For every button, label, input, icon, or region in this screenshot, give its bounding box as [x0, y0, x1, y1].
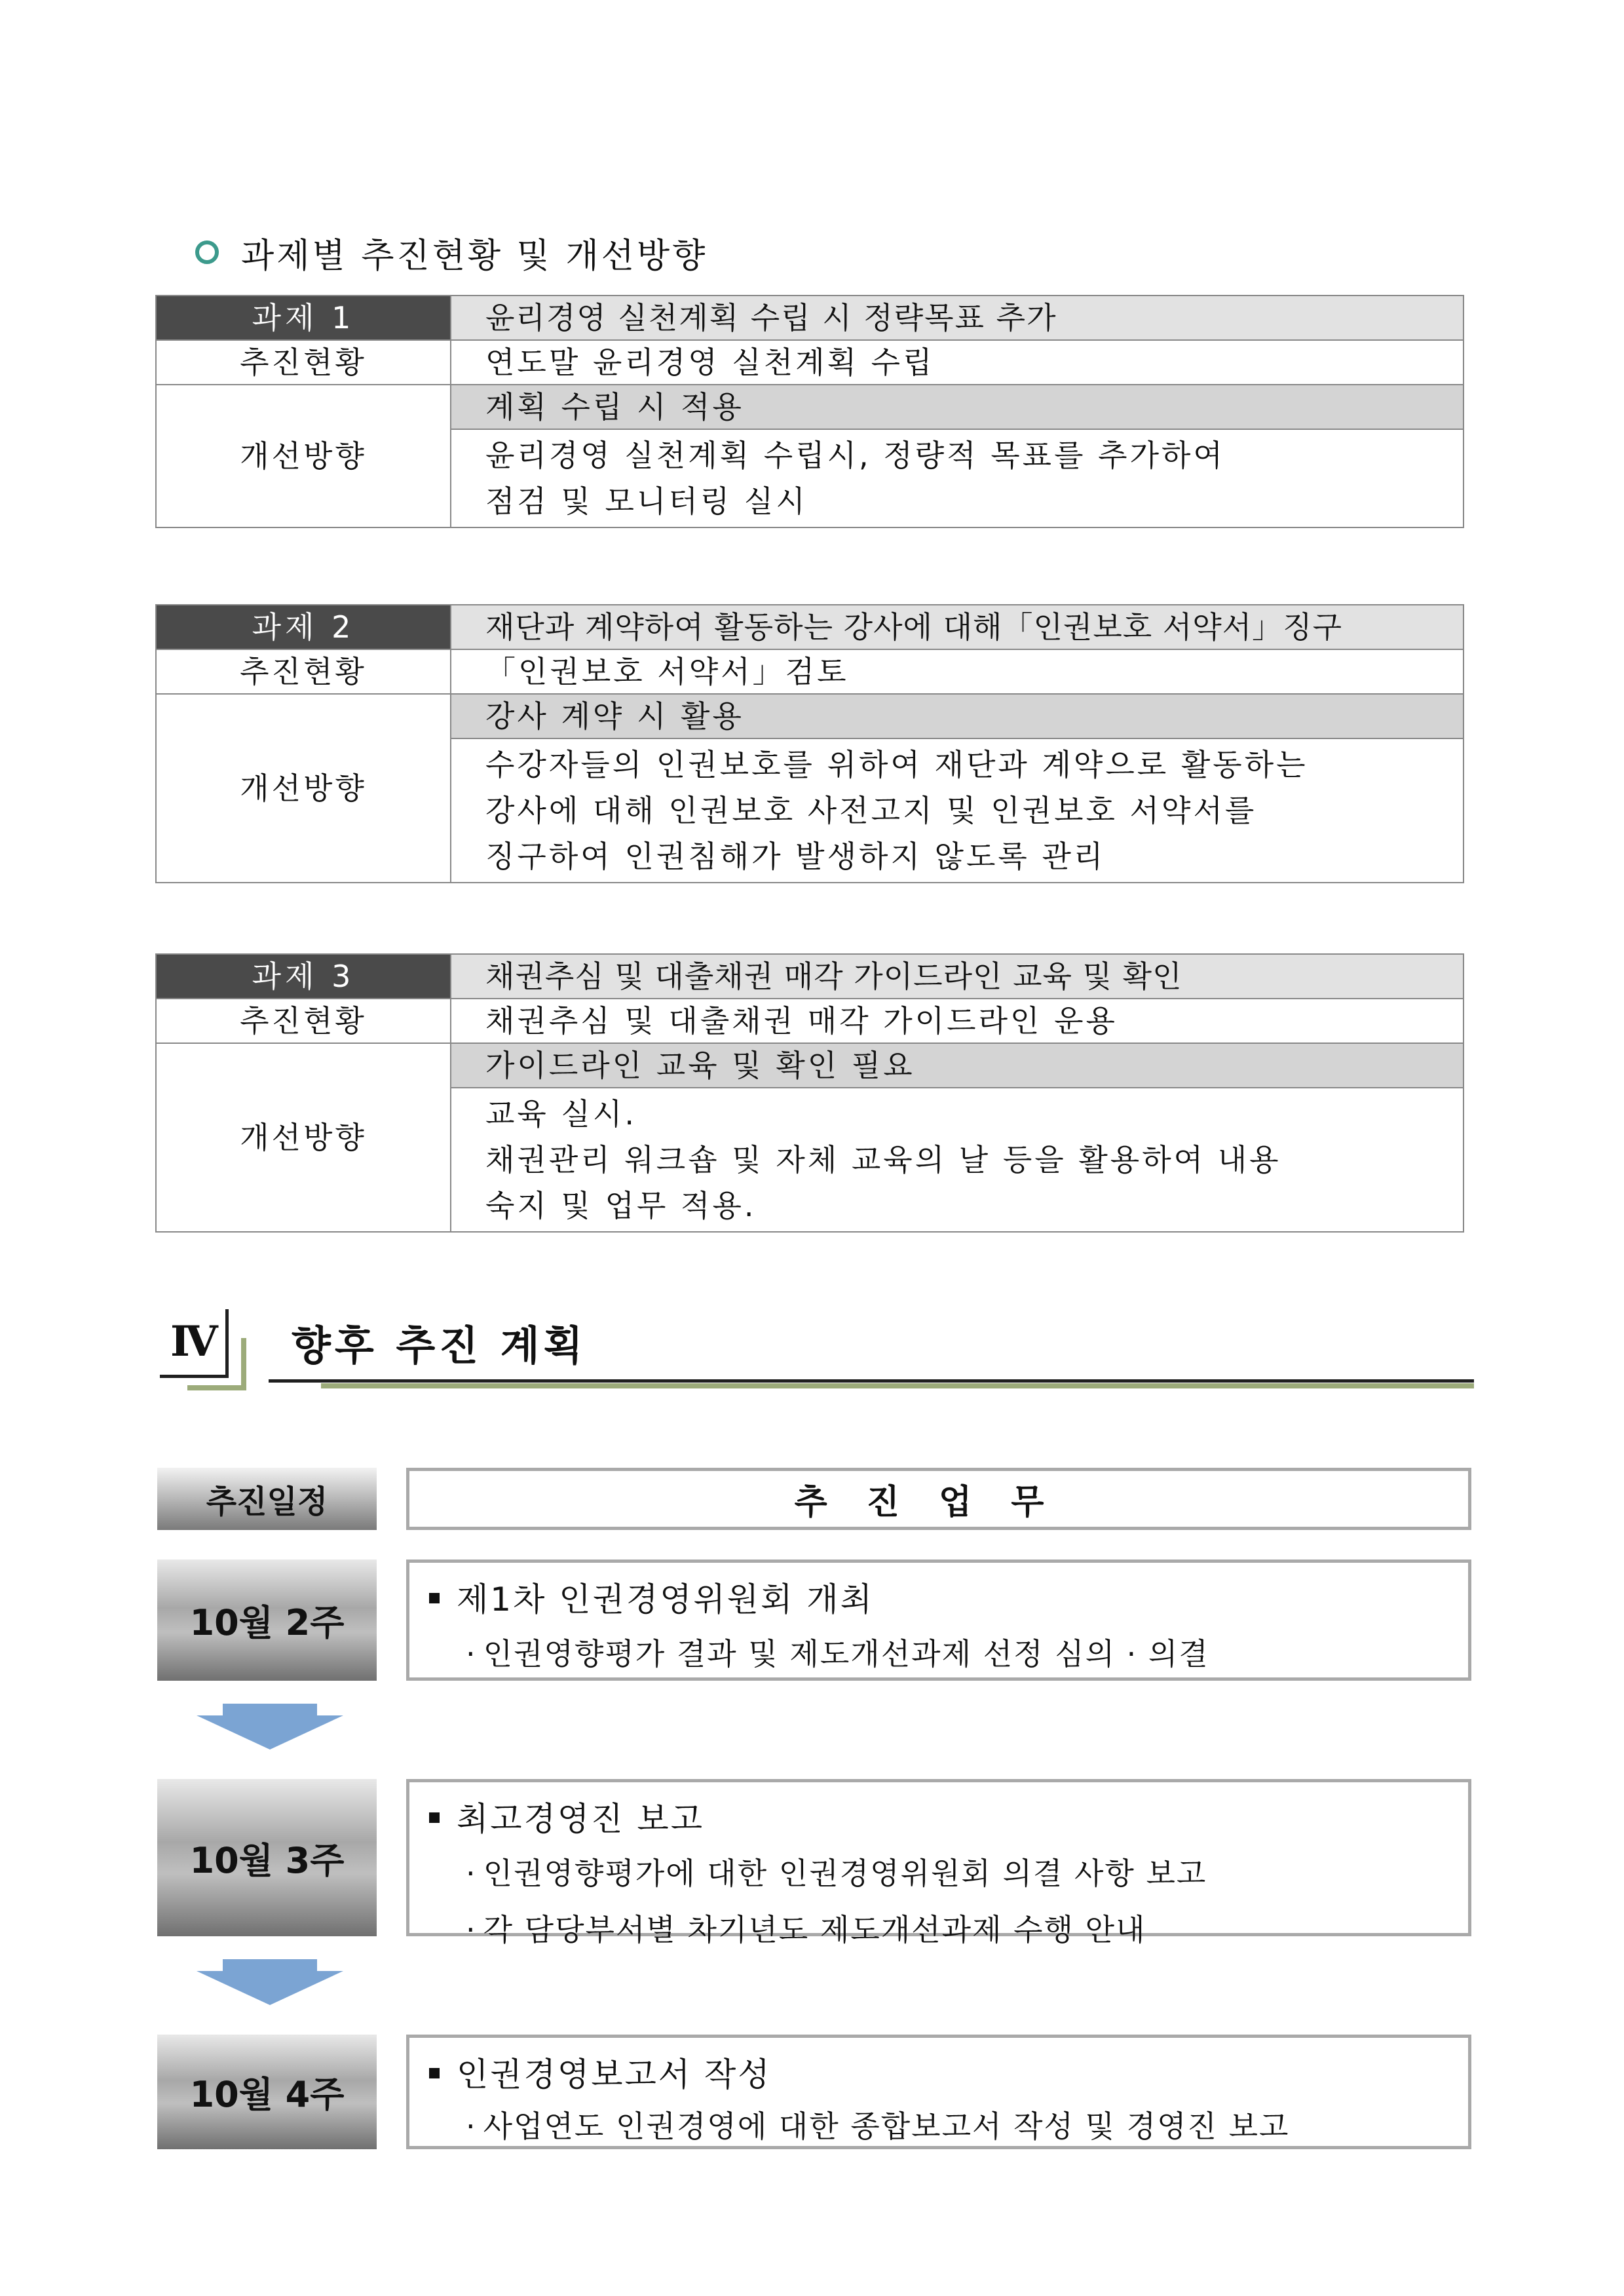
task-table-3 — [155, 953, 1464, 1233]
status-value: 연도말 윤리경영 실천계획 수립 — [451, 340, 1463, 385]
section-heading — [195, 223, 708, 282]
improve-line: 교육 실시. — [485, 1096, 637, 1132]
section-underline-accent — [321, 1383, 1474, 1388]
schedule-item: 최고경영진 보고 · 인권영향평가에 대한 인권경영위원회 의결 사항 보고 · 각 담당부서별 차기년도 제도개선과제 수행 안내 — [406, 1779, 1471, 1936]
arrow-down-icon-body — [223, 1704, 317, 1717]
schedule-item: 인권경영보고서 작성 · 사업연도 인권경영에 대한 종합보고서 작성 및 경영진 보고 — [406, 2035, 1471, 2149]
square-bullet-icon — [429, 1812, 440, 1823]
task-label: 과제 3 — [156, 954, 451, 999]
status-label: 추진현황 — [156, 999, 451, 1043]
schedule-item-detail: 사업연도 인권경영에 대한 종합보고서 작성 및 경영진 보고 — [483, 2109, 1290, 2144]
section-header — [157, 1304, 1474, 1396]
improve-subtitle: 계획 수립 시 적용 — [451, 385, 1463, 429]
arrow-down-icon-body — [223, 1959, 317, 1972]
schedule-date: 10월 3주 — [157, 1779, 377, 1936]
improve-line: 윤리경영 실천계획 수립시, 정량적 목표를 추가하여 — [485, 438, 1225, 473]
schedule-date-header: 추진일정 — [157, 1468, 377, 1530]
circle-bullet-icon — [195, 240, 219, 264]
square-bullet-icon — [429, 1593, 440, 1603]
improve-label: 개선방향 — [156, 385, 451, 527]
task-table-2 — [155, 604, 1464, 883]
schedule-item-detail: 각 담당부서별 차기년도 제도개선과제 수행 안내 — [483, 1912, 1146, 1947]
section-underline — [269, 1379, 1474, 1383]
improve-body — [451, 429, 1463, 527]
schedule-item-title: 최고경영진 보고 — [457, 1800, 704, 1838]
schedule-date: 10월 2주 — [157, 1559, 377, 1681]
task-title: 채권추심 및 대출채권 매각 가이드라인 교육 및 확인 — [451, 954, 1463, 999]
heading-text: 과제별 추진현황 및 개선방향 — [241, 236, 708, 276]
status-label: 추진현황 — [156, 649, 451, 694]
task-label: 과제 2 — [156, 605, 451, 649]
task-label: 과제 1 — [156, 296, 451, 340]
improve-label: 개선방향 — [156, 694, 451, 883]
schedule-item: 제1차 인권경영위원회 개최 · 인권영향평가 결과 및 제도개선과제 선정 심의 · 의결 — [406, 1559, 1471, 1681]
section-title: 향후 추진 계획 — [292, 1322, 587, 1369]
section-number: Ⅳ — [170, 1317, 218, 1366]
improve-line: 점검 및 모니터링 실시 — [485, 484, 808, 519]
improve-line: 징구하여 인권침해가 발생하지 않도록 관리 — [485, 839, 1106, 874]
arrow-down-icon — [197, 1971, 343, 2005]
schedule-date: 10월 4주 — [157, 2035, 377, 2149]
improve-body — [451, 1088, 1463, 1232]
task-table-1 — [155, 295, 1464, 528]
square-bullet-icon — [429, 2068, 440, 2078]
improve-line: 강사에 대해 인권보호 사전고지 및 인권보호 서약서를 — [485, 793, 1257, 828]
status-value: 채권추심 및 대출채권 매각 가이드라인 운용 — [451, 999, 1463, 1043]
schedule-item-detail: 인권영향평가에 대한 인권경영위원회 의결 사항 보고 — [483, 1856, 1207, 1891]
schedule-item-detail: 인권영향평가 결과 및 제도개선과제 선정 심의 · 의결 — [483, 1636, 1209, 1672]
improve-line: 숙지 및 업무 적용. — [485, 1188, 757, 1223]
improve-label: 개선방향 — [156, 1043, 451, 1232]
status-label: 추진현황 — [156, 340, 451, 385]
task-title: 재단과 계약하여 활동하는 강사에 대해「인권보호 서약서」징구 — [451, 605, 1463, 649]
improve-subtitle: 가이드라인 교육 및 확인 필요 — [451, 1043, 1463, 1088]
schedule-item-title: 제1차 인권경영위원회 개최 — [457, 1580, 874, 1618]
improve-line: 채권관리 워크숍 및 자체 교육의 날 등을 활용하여 내용 — [485, 1142, 1281, 1177]
schedule-task-header: 추진업무 — [406, 1468, 1471, 1530]
schedule-item-title: 인권경영보고서 작성 — [457, 2056, 772, 2094]
task-title: 윤리경영 실천계획 수립 시 정략목표 추가 — [451, 296, 1463, 340]
improve-line: 수강자들의 인권보호를 위하여 재단과 계약으로 활동하는 — [485, 747, 1308, 782]
improve-subtitle: 강사 계약 시 활용 — [451, 694, 1463, 738]
arrow-down-icon — [197, 1715, 343, 1750]
improve-body — [451, 738, 1463, 883]
status-value: 「인권보호 서약서」검토 — [451, 649, 1463, 694]
